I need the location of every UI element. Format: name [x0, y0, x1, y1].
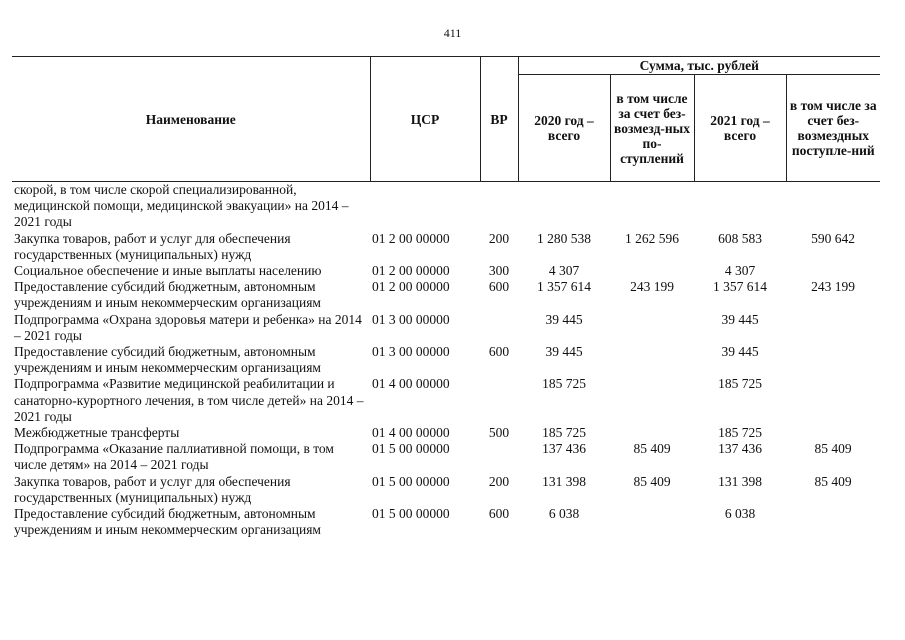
- row-csr: 01 5 00 00000: [372, 506, 450, 522]
- row-total-2021: 39 445: [721, 344, 759, 360]
- row-grants-2021: [786, 425, 880, 441]
- header-total-2020: 2020 год – всего: [518, 75, 610, 182]
- table-row: [12, 376, 880, 425]
- row-total-2020: 39 445: [545, 311, 583, 327]
- row-name: Предоставление субсидий бюджетным, автономным учреждениям и иным некоммерческим организациям: [14, 344, 321, 376]
- table-row: [12, 474, 880, 506]
- row-name: скорой, в том числе скорой специализированной, медицинской помощи, медицинской эвакуации» на 2014 – 2021 годы: [14, 182, 349, 230]
- table-row: [12, 279, 880, 311]
- row-total-2020: 6 038: [548, 506, 580, 522]
- row-total-2020: 185 725: [542, 425, 586, 441]
- row-grants-2021: 590 642: [811, 230, 855, 246]
- row-grants-2021: [786, 182, 880, 231]
- row-grants-2021: [786, 263, 880, 279]
- row-csr: 01 2 00 00000: [372, 263, 450, 279]
- page-number: 411: [443, 26, 462, 40]
- row-grants-2020: [610, 344, 694, 376]
- row-grants-2021: 85 409: [814, 473, 852, 489]
- table-row: [12, 425, 880, 441]
- row-grants-2020: [610, 182, 694, 231]
- row-vr: 300: [488, 263, 510, 279]
- row-grants-2020: 243 199: [630, 279, 674, 295]
- row-csr: 01 5 00 00000: [372, 441, 450, 457]
- row-grants-2021: [786, 312, 880, 344]
- row-total-2021: [694, 182, 786, 231]
- row-vr: [480, 312, 518, 344]
- row-grants-2020: [610, 263, 694, 279]
- row-grants-2021: 243 199: [811, 279, 855, 295]
- row-vr: [480, 376, 518, 425]
- row-name: Подпрограмма «Охрана здоровья матери и ребенка» на 2014 – 2021 годы: [14, 311, 362, 343]
- row-total-2020: 1 357 614: [537, 279, 591, 295]
- row-vr: 600: [488, 506, 510, 522]
- row-vr: [480, 441, 518, 473]
- row-csr: 01 2 00 00000: [372, 279, 450, 295]
- row-vr: 600: [488, 344, 510, 360]
- row-name: Закупка товаров, работ и услуг для обеспечения государственных (муниципальных) нужд: [14, 473, 291, 505]
- row-total-2021: 608 583: [718, 230, 762, 246]
- header-sum-group: Сумма, тыс. рублей: [518, 57, 880, 75]
- table-row: [12, 441, 880, 473]
- table-row: [12, 231, 880, 263]
- row-csr: 01 5 00 00000: [372, 473, 450, 489]
- row-csr: 01 4 00 00000: [372, 376, 450, 392]
- header-grants-2021: в том числе за счет без-возмездных поступле-ний: [786, 75, 880, 182]
- row-csr: 01 3 00 00000: [372, 311, 450, 327]
- row-total-2020: 1 280 538: [537, 230, 591, 246]
- row-grants-2021: 85 409: [814, 441, 852, 457]
- table-body: [12, 182, 880, 539]
- row-csr: 01 4 00 00000: [372, 425, 450, 441]
- row-total-2020: 131 398: [542, 473, 586, 489]
- row-grants-2020: [610, 425, 694, 441]
- row-name: Подпрограмма «Оказание паллиативной помощи, в том числе детям» на 2014 – 2021 годы: [14, 441, 334, 473]
- row-vr: [480, 182, 518, 231]
- budget-table: [12, 56, 880, 538]
- row-total-2020: 185 725: [542, 376, 586, 392]
- row-total-2021: 4 307: [724, 263, 756, 279]
- row-name: Предоставление субсидий бюджетным, автономным учреждениям и иным некоммерческим организациям: [14, 506, 321, 538]
- row-grants-2021: [786, 376, 880, 425]
- row-total-2021: 39 445: [721, 311, 759, 327]
- row-vr: 600: [488, 279, 510, 295]
- row-vr: 200: [488, 473, 510, 489]
- row-name: Закупка товаров, работ и услуг для обеспечения государственных (муниципальных) нужд: [14, 230, 291, 262]
- row-total-2021: 137 436: [718, 441, 762, 457]
- row-grants-2020: 85 409: [633, 441, 671, 457]
- row-name: Социальное обеспечение и иные выплаты населению: [14, 263, 322, 279]
- row-name: Межбюджетные трансферты: [14, 425, 180, 441]
- row-csr: [370, 182, 480, 231]
- table-row: [12, 182, 880, 231]
- row-grants-2020: 1 262 596: [625, 230, 679, 246]
- header-total-2021: 2021 год – всего: [694, 75, 786, 182]
- row-total-2020: 4 307: [548, 263, 580, 279]
- row-csr: 01 3 00 00000: [372, 344, 450, 360]
- row-name: Подпрограмма «Развитие медицинской реабилитации и санаторно-курортного лечения, в том числе детей» на 2014 – 2021 годы: [14, 376, 364, 424]
- header-grants-2020: в том числе за счет без-возмезд-ных по-ступлений: [610, 75, 694, 182]
- header-vr: ВР: [480, 57, 518, 182]
- row-name: Предоставление субсидий бюджетным, автономным учреждениям и иным некоммерческим организациям: [14, 279, 321, 311]
- row-total-2020: [518, 182, 610, 231]
- header-name: Наименование: [12, 57, 370, 182]
- row-grants-2021: [786, 344, 880, 376]
- row-total-2021: 6 038: [724, 506, 756, 522]
- row-total-2021: 185 725: [718, 425, 762, 441]
- row-total-2020: 137 436: [542, 441, 586, 457]
- row-vr: 500: [488, 425, 510, 441]
- row-grants-2020: [610, 376, 694, 425]
- row-total-2021: 131 398: [718, 473, 762, 489]
- table-row: [12, 263, 880, 279]
- row-grants-2020: 85 409: [633, 473, 671, 489]
- table-row: [12, 344, 880, 376]
- row-grants-2020: [610, 312, 694, 344]
- row-total-2021: 185 725: [718, 376, 762, 392]
- header-csr: ЦСР: [370, 57, 480, 182]
- row-grants-2020: [610, 506, 694, 538]
- row-grants-2021: [786, 506, 880, 538]
- row-total-2021: 1 357 614: [713, 279, 767, 295]
- row-vr: 200: [488, 230, 510, 246]
- table-row: [12, 312, 880, 344]
- row-csr: 01 2 00 00000: [372, 230, 450, 246]
- table-row: [12, 506, 880, 538]
- row-total-2020: 39 445: [545, 344, 583, 360]
